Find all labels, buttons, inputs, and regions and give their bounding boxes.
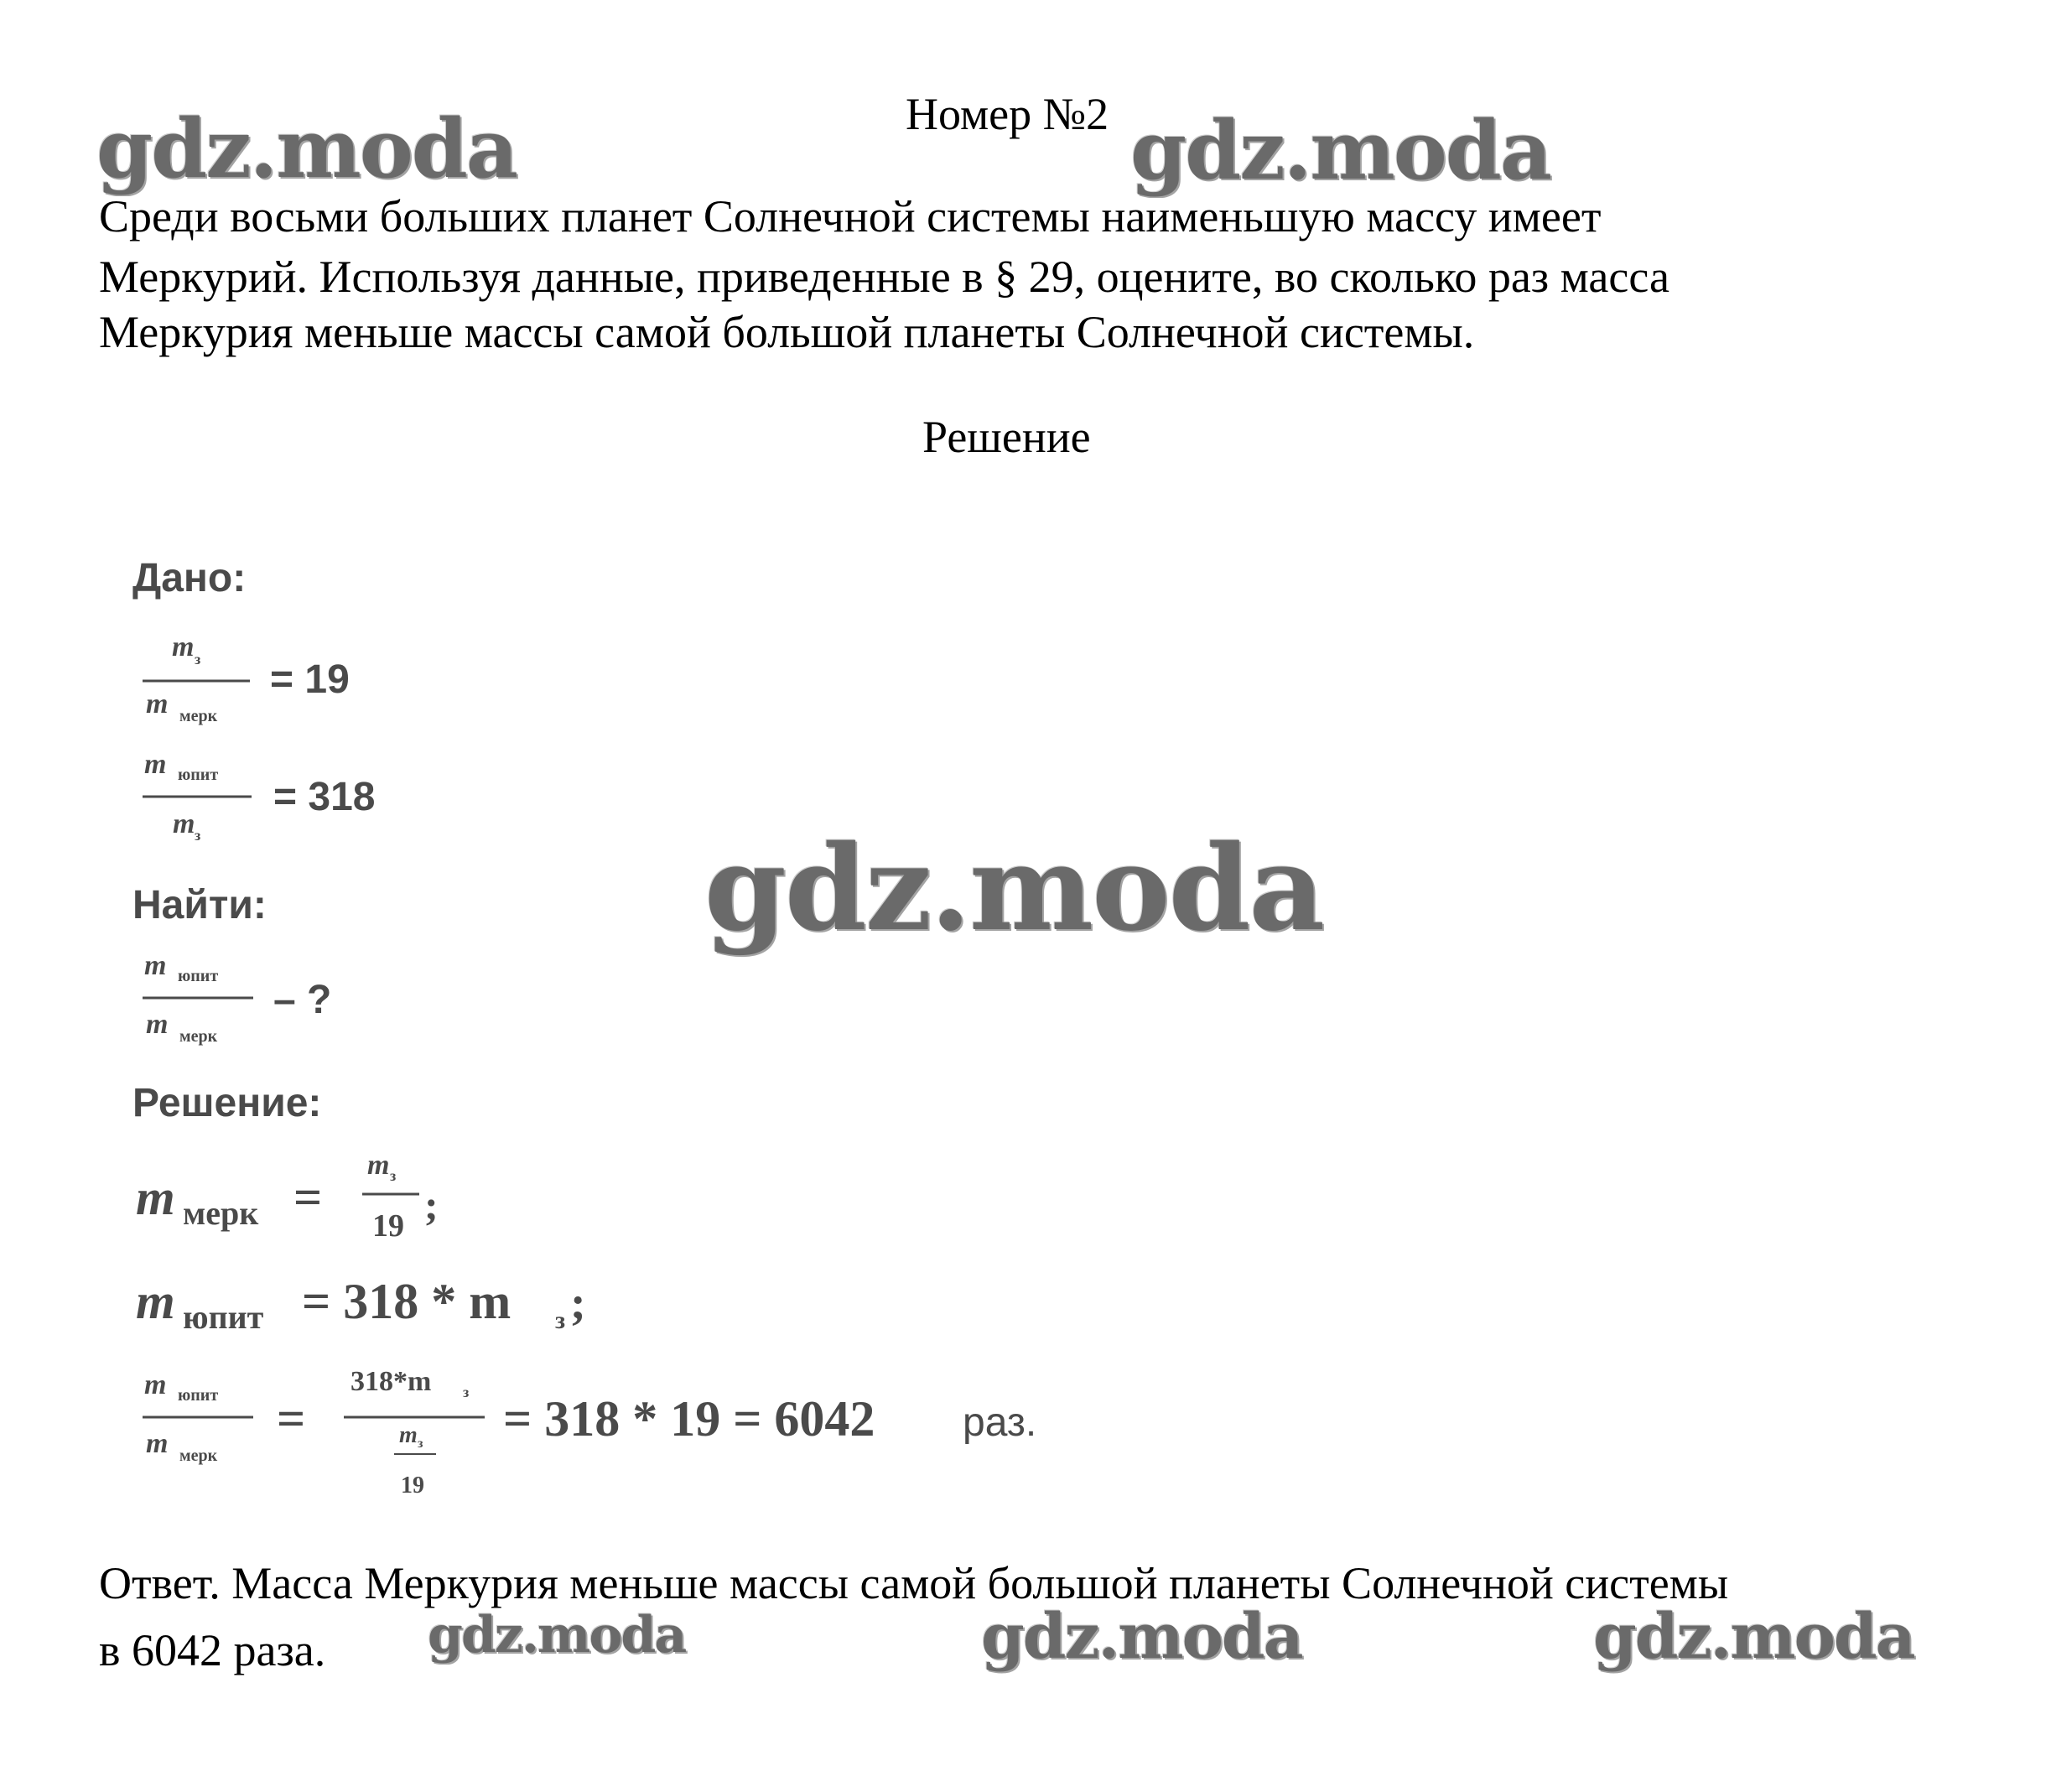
watermark-logo: gdz.moda (96, 101, 517, 196)
solution-line-2 (136, 1274, 586, 1336)
svg-text:мерк: мерк (179, 1447, 218, 1465)
svg-text:юпит: юпит (178, 1386, 219, 1405)
question-line: Меркурий. Используя данные, приведенные в § 29, оцените, во сколько раз масса (99, 252, 1670, 302)
svg-text:;: ; (424, 1182, 439, 1228)
watermark-logo: gdz.moda (428, 1606, 686, 1665)
svg-text:=: = (293, 1170, 323, 1225)
svg-text:m: m (172, 631, 195, 662)
svg-text:= 318: = 318 (273, 775, 376, 819)
svg-text:з: з (555, 1306, 566, 1334)
svg-text:раз.: раз. (963, 1400, 1037, 1445)
find-equation (143, 950, 331, 1046)
svg-text:318*m: 318*m (351, 1366, 432, 1397)
svg-text:юпит: юпит (178, 967, 219, 985)
svg-text:мерк: мерк (183, 1194, 259, 1232)
solution-heading: Решение (922, 412, 1091, 462)
svg-text:m: m (173, 808, 195, 839)
watermark-logo: gdz.moda (981, 1601, 1302, 1673)
svg-text:з: з (390, 1167, 397, 1184)
svg-text:= 318 * m: = 318 * m (302, 1274, 512, 1329)
svg-text:мерк: мерк (179, 707, 218, 725)
find-label: Найти: (132, 883, 267, 927)
svg-text:m: m (146, 688, 169, 719)
svg-text:з: з (418, 1436, 423, 1451)
watermark-logo: gdz.moda (1130, 103, 1551, 198)
question-line: Меркурия меньше массы самой большой планеты Солнечной системы. (99, 307, 1475, 357)
svg-text:m: m (136, 1274, 175, 1329)
solution-label: Решение: (132, 1081, 322, 1125)
svg-text:m: m (146, 1009, 169, 1040)
svg-text:19: 19 (372, 1208, 404, 1244)
given-equation-2 (143, 749, 375, 844)
given-label: Дано: (132, 556, 247, 600)
svg-text:юпит: юпит (178, 766, 219, 784)
page-title: Номер №2 (906, 89, 1109, 139)
svg-text:m: m (144, 749, 167, 780)
svg-text:m: m (144, 1369, 167, 1400)
svg-text:з: з (195, 827, 201, 844)
answer-line: в 6042 раза. (99, 1625, 326, 1675)
svg-text:m: m (367, 1150, 390, 1181)
svg-text:m: m (146, 1428, 169, 1459)
svg-text:19: 19 (401, 1473, 424, 1499)
answer-line: Ответ. Масса Меркурия меньше массы самой большой планеты Солнечной системы (99, 1558, 1729, 1608)
svg-text:=: = (277, 1391, 306, 1447)
svg-text:юпит: юпит (183, 1298, 264, 1336)
watermark-logo: gdz.moda (1593, 1601, 1914, 1673)
watermark-logo: gdz.moda (704, 820, 1324, 958)
svg-text:m: m (399, 1422, 418, 1448)
svg-text:мерк: мерк (179, 1027, 218, 1046)
question-line: Среди восьми больших планет Солнечной системы наименьшую массу имеет (99, 191, 1602, 242)
svg-text:з: з (463, 1384, 470, 1400)
svg-text:з: з (195, 651, 201, 667)
svg-text:;: ; (570, 1277, 586, 1329)
svg-text:= 318 * 19 = 6042: = 318 * 19 = 6042 (503, 1391, 875, 1447)
svg-text:= 19: = 19 (270, 657, 350, 702)
solution-line-3 (143, 1366, 1036, 1499)
given-equation-1 (143, 631, 350, 725)
svg-text:m: m (144, 950, 167, 981)
svg-text:m: m (136, 1170, 175, 1225)
solution-line-1 (136, 1150, 439, 1244)
svg-text:– ?: – ? (273, 978, 332, 1022)
